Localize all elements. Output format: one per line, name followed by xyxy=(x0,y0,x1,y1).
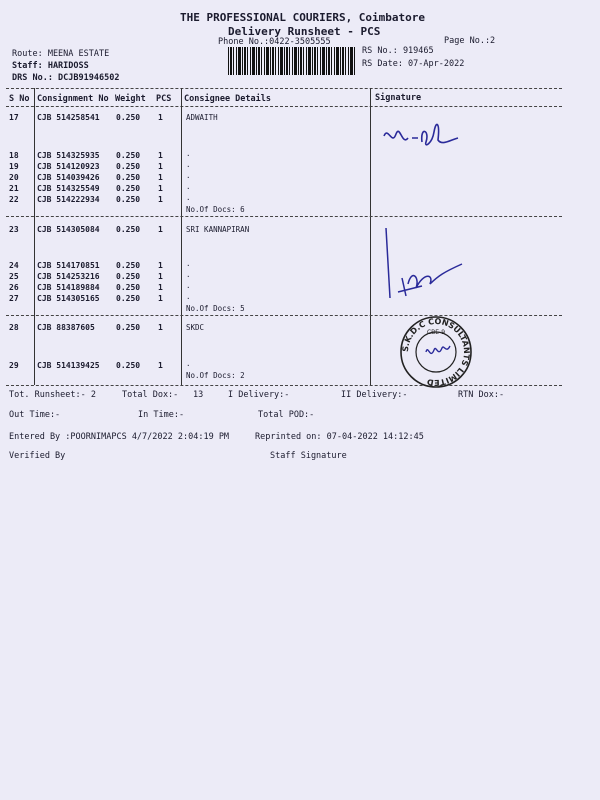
row-weight: 0.250 xyxy=(116,173,141,182)
row-details: . xyxy=(186,270,191,279)
row-weight: 0.250 xyxy=(116,283,141,292)
divider xyxy=(6,315,562,316)
company-stamp xyxy=(398,314,474,390)
row-details: SRI KANNAPIRAN xyxy=(186,225,250,234)
row-consignment: CJB 514305165 xyxy=(37,294,100,303)
row-details: . xyxy=(186,292,191,301)
row-weight: 0.250 xyxy=(116,195,141,204)
row-sno: 27 xyxy=(9,294,19,303)
staff-signature: Staff Signature xyxy=(270,451,347,461)
row-consignment: CJB 514139425 xyxy=(37,361,100,370)
row-details: . xyxy=(186,193,191,202)
row-weight: 0.250 xyxy=(116,361,141,370)
row-consignment: CJB 514170851 xyxy=(37,261,100,270)
col-pcs: PCS xyxy=(156,94,172,104)
col-weight: Weight xyxy=(115,94,146,104)
docs-count: No.Of Docs: 6 xyxy=(186,205,245,214)
row-details: ADWAITH xyxy=(186,113,218,122)
col-consignee: Consignee Details xyxy=(184,94,271,104)
row-sno: 28 xyxy=(9,323,19,332)
row-consignment: CJB 514189884 xyxy=(37,283,100,292)
row-weight: 0.250 xyxy=(116,151,141,160)
tot-runsheet: Tot. Runsheet:- 2 xyxy=(9,390,96,400)
row-weight: 0.250 xyxy=(116,225,141,234)
barcode xyxy=(228,47,356,75)
row-sno: 18 xyxy=(9,151,19,160)
col-sno: S No xyxy=(9,94,30,104)
docs-count: No.Of Docs: 2 xyxy=(186,371,245,380)
docs-count: No.Of Docs: 5 xyxy=(186,304,245,313)
row-pcs: 1 xyxy=(158,113,163,122)
divider xyxy=(6,106,562,107)
row-details: SKDC xyxy=(186,323,205,332)
row-sno: 26 xyxy=(9,283,19,292)
total-dox-label: Total Dox:- xyxy=(122,390,179,400)
column-rule xyxy=(370,88,371,385)
row-weight: 0.250 xyxy=(116,261,141,270)
rs-date: RS Date: 07-Apr-2022 xyxy=(362,59,465,69)
row-pcs: 1 xyxy=(158,225,163,234)
total-pod: Total POD:- xyxy=(258,410,315,420)
column-rule xyxy=(34,88,35,385)
row-consignment: CJB 514039426 xyxy=(37,173,100,182)
total-dox-value: 13 xyxy=(193,390,204,400)
row-pcs: 1 xyxy=(158,294,163,303)
signature-1 xyxy=(380,112,470,162)
stamp-code: CBE-9 xyxy=(426,329,446,336)
row-consignment: CJB 514305084 xyxy=(37,225,100,234)
row-consignment: CJB 88387605 xyxy=(37,323,95,332)
row-weight: 0.250 xyxy=(116,162,141,171)
row-pcs: 1 xyxy=(158,162,163,171)
phone-number: Phone No.:0422-3505555 xyxy=(218,37,331,47)
row-pcs: 1 xyxy=(158,361,163,370)
col-consignment: Consignment No xyxy=(37,94,109,104)
row-pcs: 1 xyxy=(158,283,163,292)
staff: Staff: HARIDOSS xyxy=(12,61,89,71)
in-time: In Time:- xyxy=(138,410,185,420)
row-weight: 0.250 xyxy=(116,272,141,281)
row-details: . xyxy=(186,281,191,290)
row-sno: 20 xyxy=(9,173,19,182)
row-details: . xyxy=(186,149,191,158)
row-sno: 25 xyxy=(9,272,19,281)
col-signature: Signature xyxy=(375,93,422,103)
company-title: THE PROFESSIONAL COURIERS, Coimbatore xyxy=(180,11,426,24)
row-consignment: CJB 514325549 xyxy=(37,184,100,193)
row-pcs: 1 xyxy=(158,173,163,182)
row-sno: 24 xyxy=(9,261,19,270)
row-sno: 19 xyxy=(9,162,19,171)
divider xyxy=(6,88,562,89)
entered-by: Entered By :POORNIMAPCS 4/7/2022 2:04:19 PM xyxy=(9,432,230,442)
row-pcs: 1 xyxy=(158,195,163,204)
row-consignment: CJB 514325935 xyxy=(37,151,100,160)
divider xyxy=(6,385,562,386)
row-details: . xyxy=(186,182,191,191)
row-pcs: 1 xyxy=(158,184,163,193)
row-sno: 23 xyxy=(9,225,19,234)
row-weight: 0.250 xyxy=(116,113,141,122)
row-sno: 17 xyxy=(9,113,19,122)
drs-number: DRS No.: DCJB91946502 xyxy=(12,73,120,83)
column-rule xyxy=(181,88,182,385)
route: Route: MEENA ESTATE xyxy=(12,49,110,59)
row-sno: 22 xyxy=(9,195,19,204)
ii-delivery: II Delivery:- xyxy=(341,390,408,400)
row-pcs: 1 xyxy=(158,151,163,160)
row-consignment: CJB 514253216 xyxy=(37,272,100,281)
i-delivery: I Delivery:- xyxy=(228,390,290,400)
row-pcs: 1 xyxy=(158,261,163,270)
rtn-dox: RTN Dox:- xyxy=(458,390,505,400)
row-sno: 29 xyxy=(9,361,19,370)
out-time: Out Time:- xyxy=(9,410,61,420)
stamp-text: S.K.D.C CONSULTANTS LIMITED xyxy=(400,316,472,388)
row-details: . xyxy=(186,259,191,268)
row-weight: 0.250 xyxy=(116,184,141,193)
row-details: . xyxy=(186,171,191,180)
row-pcs: 1 xyxy=(158,323,163,332)
row-consignment: CJB 514258541 xyxy=(37,113,100,122)
row-consignment: CJB 514120923 xyxy=(37,162,100,171)
signature-2 xyxy=(382,228,472,308)
row-sno: 21 xyxy=(9,184,19,193)
rs-number: RS No.: 919465 xyxy=(362,46,434,56)
row-weight: 0.250 xyxy=(116,294,141,303)
row-details: . xyxy=(186,359,191,368)
page-number: Page No.:2 xyxy=(444,36,496,46)
divider xyxy=(6,216,562,217)
row-weight: 0.250 xyxy=(116,323,141,332)
row-consignment: CJB 514222934 xyxy=(37,195,100,204)
row-pcs: 1 xyxy=(158,272,163,281)
reprinted-on: Reprinted on: 07-04-2022 14:12:45 xyxy=(255,432,424,442)
row-details: . xyxy=(186,160,191,169)
runsheet-subtitle: Delivery Runsheet - PCS xyxy=(228,25,381,38)
verified-by: Verified By xyxy=(9,451,66,461)
